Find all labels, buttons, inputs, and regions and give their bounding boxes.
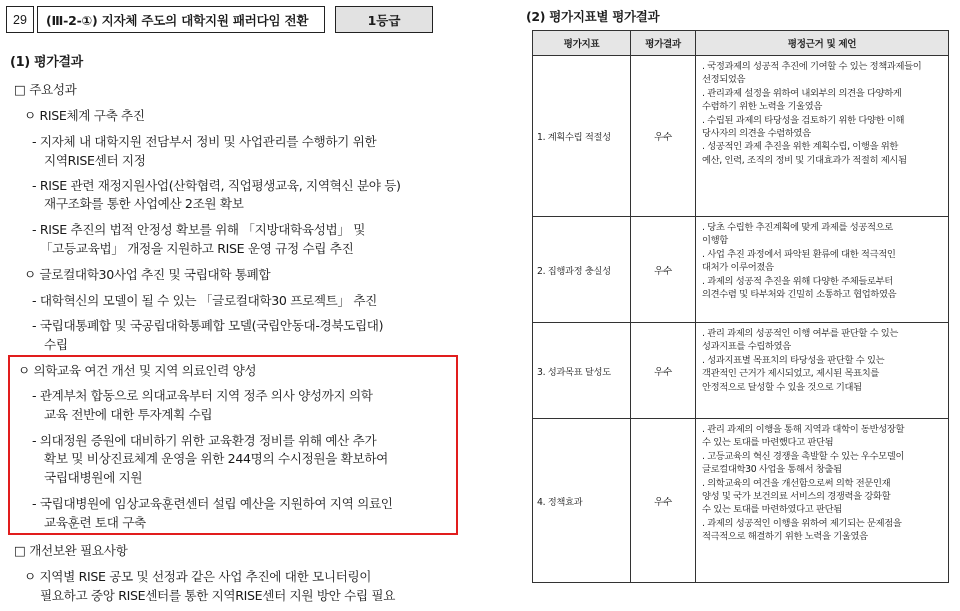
result-cell: 우수 <box>631 323 696 419</box>
indicator-cell: 2. 집행과정 충실성 <box>533 217 631 323</box>
basis-line: 예산, 인력, 조직의 정비 및 기대효과가 적절히 제시됨 <box>702 154 907 166</box>
basis-line: 수 있는 토대를 마련하였다고 판단됨 <box>702 504 842 516</box>
table-row <box>533 217 949 323</box>
basis-line: 이행함 <box>702 235 728 247</box>
basis-line: . 수립된 과제의 타당성을 검토하기 위한 다양한 이해 <box>702 114 905 126</box>
basis-cell <box>696 323 949 419</box>
section-title: (Ⅲ-2-①) 지자체 주도의 대학지원 패러다임 전환 <box>37 6 325 33</box>
table-header-row <box>533 31 949 56</box>
list-item: 국립대병원에 지원 <box>44 470 143 485</box>
basis-line: . 과제의 성공적 추진을 위해 다양한 주체들로부터 <box>702 275 893 287</box>
basis-line: . 국정과제의 성공적 추진에 기여할 수 있는 정책과제들이 <box>702 61 922 72</box>
list-item: - 의대정원 증원에 대비하기 위한 교육환경 정비를 위해 예산 추가 <box>32 433 377 448</box>
list-item: - 지자체 내 대학지원 전담부서 정비 및 사업관리를 수행하기 위한 <box>32 134 377 149</box>
basis-line: 안정적으로 달성할 수 있을 것으로 기대됨 <box>702 381 862 393</box>
basis-line: 의견수렴 및 타부처와 긴밀히 소통하고 협업하였음 <box>702 289 897 301</box>
list-item: - 국립대통폐합 및 국공립대학통폐합 모델(국립안동대-경북도립대) <box>32 318 384 333</box>
basis-line: . 의학교육의 여건을 개선함으로써 의학 전문인재 <box>702 477 891 489</box>
basis-line: 글로컬대학30 사업을 통해서 창출됨 <box>702 464 842 476</box>
list-item: ㅇ RISE체계 구축 추진 <box>24 108 145 123</box>
basis-line: . 사업 추진 과정에서 파악된 환류에 대한 적극적인 <box>702 248 896 260</box>
basis-line: 당사자의 의견을 수렴하였음 <box>702 128 811 140</box>
column-header: 평가결과 <box>631 31 696 56</box>
basis-line: 선정되었음 <box>702 74 746 86</box>
list-item: 확보 및 비상진료체계 운영을 위한 244명의 수시정원을 확보하여 <box>44 451 388 466</box>
basis-line: 적극적으로 해결하기 위한 노력을 기울였음 <box>702 531 868 543</box>
basis-cell <box>696 56 949 217</box>
left-column <box>0 0 470 611</box>
basis-line: . 성과지표별 목표치의 타당성을 판단할 수 있는 <box>702 354 885 366</box>
list-item: 교육 전반에 대한 투자계획 수립 <box>44 407 213 422</box>
evaluation-table <box>532 30 949 583</box>
basis-line: 수렴하기 위한 노력을 기울였음 <box>702 101 823 113</box>
list-item: 「고등교육법」 개정을 지원하고 RISE 운영 규정 수립 추진 <box>40 241 354 256</box>
indicator-cell: 1. 계획수립 적절성 <box>533 56 631 217</box>
list-item: - RISE 추진의 법적 안정성 확보를 위해 「지방대학육성법」 및 <box>32 222 366 237</box>
right-column <box>512 0 960 611</box>
list-item: 교육훈련 토대 구축 <box>44 515 146 530</box>
column-header: 평정근거 및 제언 <box>696 31 949 56</box>
table-row <box>533 323 949 419</box>
list-item: 수립 <box>44 337 68 352</box>
section-header <box>6 6 433 33</box>
indicator-cell: 4. 정책효과 <box>533 419 631 583</box>
basis-line: . 과제의 성공적인 이행을 위하여 제기되는 문제점을 <box>702 517 902 529</box>
basis-cell <box>696 217 949 323</box>
basis-line: 양성 및 국가 보건의료 서비스의 경쟁력을 강화할 <box>702 491 891 503</box>
basis-line: 성과지표를 수립하였음 <box>702 341 791 353</box>
basis-line: . 고등교육의 혁신 경쟁을 촉발할 수 있는 우수모델이 <box>702 450 905 462</box>
section-number: 29 <box>6 6 34 33</box>
basis-line: 객관적인 근거가 제시되었고, 제시된 목표치를 <box>702 368 880 380</box>
list-item: ㅇ 의학교육 여건 개선 및 지역 의료인력 양성 <box>18 363 257 378</box>
table-row <box>533 419 949 583</box>
list-item: 지역RISE센터 지정 <box>44 153 146 168</box>
table-row <box>533 56 949 217</box>
basis-line: . 당초 수립한 추진계획에 맞게 과제를 성공적으로 <box>702 222 893 233</box>
basis-line: 수 있는 토대를 마련했다고 판단됨 <box>702 437 834 449</box>
column-header: 평가지표 <box>533 31 631 56</box>
list-item: - 대학혁신의 모델이 될 수 있는 「글로컬대학30 프로젝트」 추진 <box>32 293 377 308</box>
result-cell: 우수 <box>631 419 696 583</box>
grade-badge: 1등급 <box>335 6 433 33</box>
basis-line: . 관리과제 설정을 위하여 내외부의 의견을 다양하게 <box>702 87 902 99</box>
indicator-cell: 3. 성과목표 달성도 <box>533 323 631 419</box>
basis-line: 대처가 이루어졌음 <box>702 262 774 274</box>
basis-cell <box>696 419 949 583</box>
basis-line: . 성공적인 과제 추진을 위한 계획수립, 이행을 위한 <box>702 141 899 153</box>
major-results-heading: □ 주요성과 <box>14 82 77 97</box>
list-item: - 국립대병원에 임상교육훈련센터 설립 예산을 지원하여 지역 의료인 <box>32 496 393 511</box>
basis-line: . 관리 과제의 이행을 통해 지역과 대학이 동반성장할 <box>702 424 905 435</box>
evaluation-result-heading: (1) 평가결과 <box>10 55 83 70</box>
basis-line: . 관리 과제의 성공적인 이행 여부를 판단할 수 있는 <box>702 328 899 339</box>
list-item: - 관계부처 합동으로 의대교육부터 지역 정주 의사 양성까지 의학 <box>32 388 373 403</box>
list-item: 재구조화를 통한 사업예산 2조원 확보 <box>44 196 244 211</box>
result-cell: 우수 <box>631 217 696 323</box>
result-cell: 우수 <box>631 56 696 217</box>
list-item: 필요하고 중앙 RISE센터를 통한 지역RISE센터 지원 방안 수립 필요 <box>40 588 396 603</box>
indicator-results-title: (2) 평가지표별 평가결과 <box>526 9 660 24</box>
list-item: ㅇ 지역별 RISE 공모 및 선정과 같은 사업 추진에 대한 모니터링이 <box>24 569 372 584</box>
list-item: - RISE 관련 재정지원사업(산학협력, 직업평생교육, 지역혁신 분야 등) <box>32 178 401 193</box>
improvement-heading: □ 개선보완 필요사항 <box>14 543 128 558</box>
list-item: ㅇ 글로컬대학30사업 추진 및 국립대학 통폐합 <box>24 267 271 282</box>
